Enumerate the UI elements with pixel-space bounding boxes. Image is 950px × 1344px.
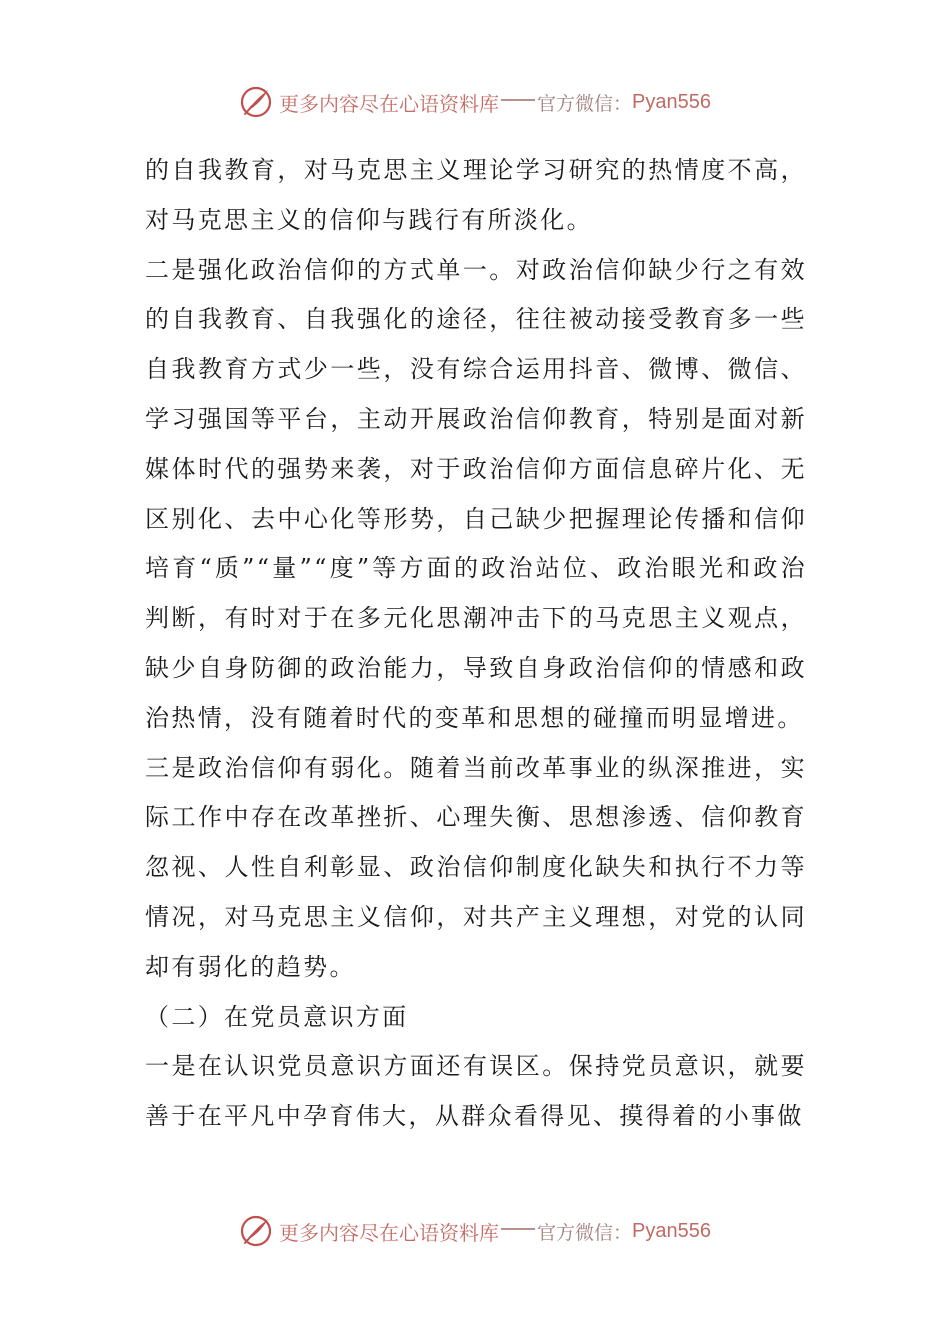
paragraph-4: 一是在认识党员意识方面还有误区。保持党员意识，就要善于在平凡中孕育伟大，从群众看得见、摸得着的小事做 [145,1052,807,1131]
watermark-id-text: Pyan556 [632,1219,711,1242]
header-watermark [0,82,950,122]
document-body [145,146,807,1142]
feather-pen-logo-icon [239,85,273,119]
paragraph-3: 三是政治信仰有弱化。随着当前改革事业的纵深推进，实际工作中存在改革挫折、心理失衡、思想渗透、信仰教育忽视、人性自利彰显、政治信仰制度化缺失和执行不力等情况，对马克思主义信仰，对共产主义理想，对党的认同却有弱化的趋势。 [145,753,807,981]
feather-pen-logo-icon [239,1214,273,1248]
watermark-sub-text: 官方微信： [537,1221,633,1244]
paragraph-1: 的自我教育，对马克思主义理论学习研究的热情度不高，对马克思主义的信仰与践行有所淡化。 [145,156,807,234]
watermark-main-text: 更多内容尽在心语资料库 [279,1220,499,1245]
section-heading: （二）在党员意识方面 [145,1002,409,1031]
watermark-dash [501,99,535,101]
footer-watermark [0,1211,950,1251]
paragraph-2: 二是强化政治信仰的方式单一。对政治信仰缺少行之有效的自我教育、自我强化的途径，往往被动接受教育多一些自我教育方式少一些，没有综合运用抖音、微博、微信、学习强国等平台，主动开展政治信仰教育，特别是面对新媒体时代的强势来袭，对于政治信仰方面信息碎片化、无区别化、去中心化等形势，自己缺少把握理论传播和信仰培育“质”“量”“度”等方面的政治站位、政治眼光和政治判断，有时对于在多元化思潮冲击下的马克思主义观点，缺少自身防御的政治能力，导致自身政治信仰的情感和政治热情，没有随着时代的变革和思想的碰撞而明显增进。 [145,255,807,732]
watermark-id-text: Pyan556 [632,90,711,113]
watermark-main-text: 更多内容尽在心语资料库 [279,91,499,116]
watermark-dash [501,1228,535,1230]
watermark-sub-text: 官方微信： [537,92,633,115]
